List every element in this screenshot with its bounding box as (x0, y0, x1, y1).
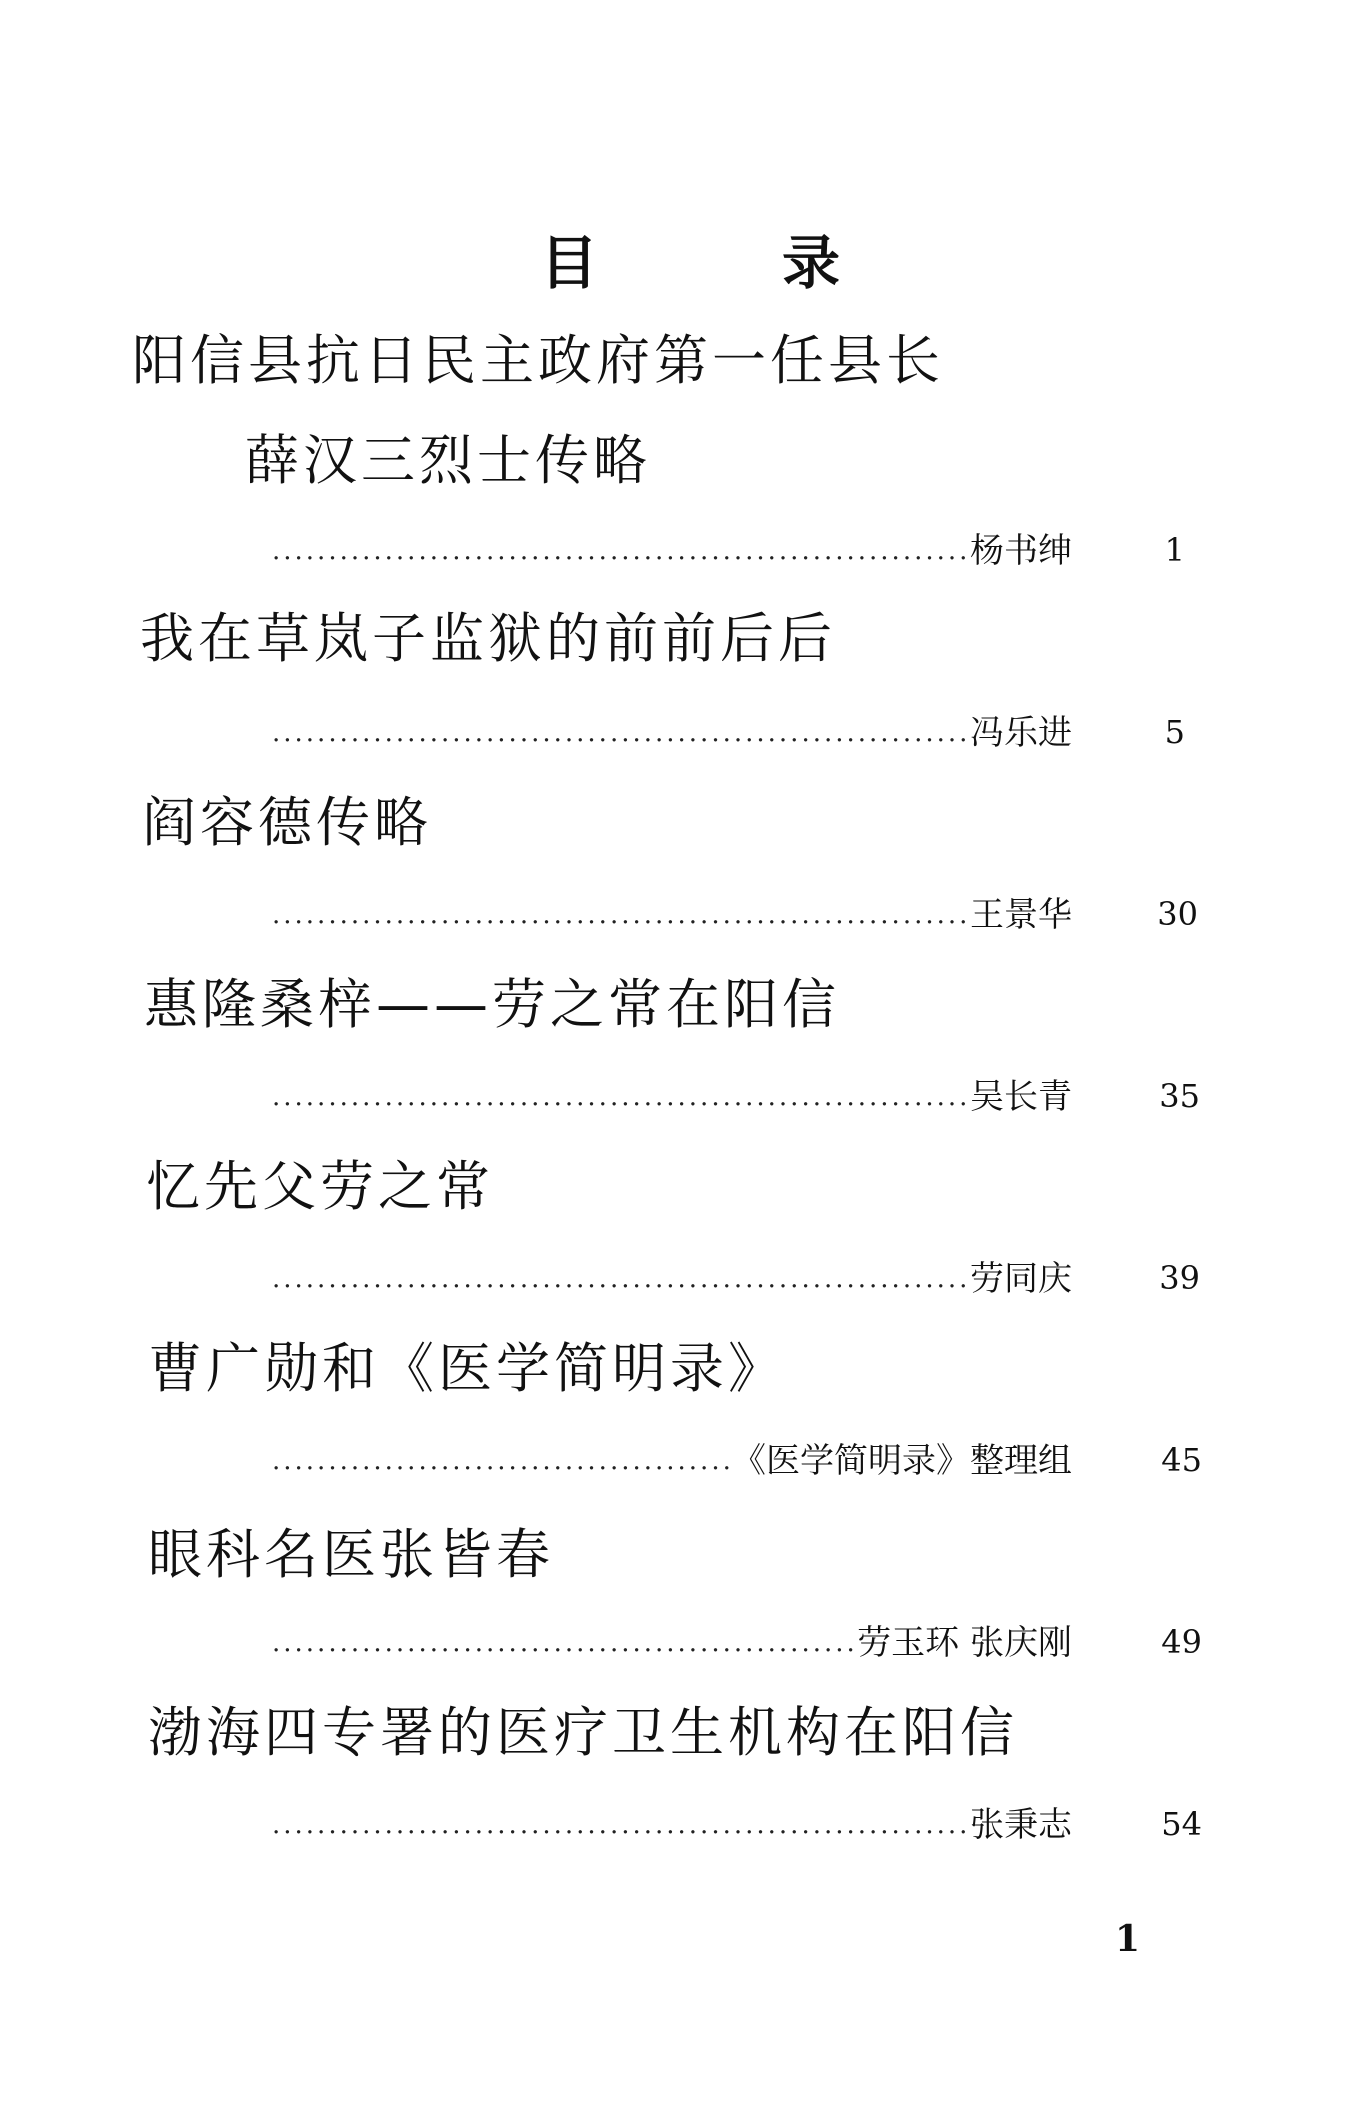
leader-row (272, 706, 1072, 753)
entry-page-number: 45 (1161, 1441, 1202, 1479)
dot-leader (272, 1266, 968, 1296)
entry-page-number: 49 (1161, 1623, 1202, 1661)
entry-page-number: 5 (1164, 713, 1185, 751)
entry-title: 惠隆桑梓——劳之常在阳信 (144, 973, 840, 1036)
entry-title: 渤海四专署的医疗卫生机构在阳信 (148, 1701, 1018, 1764)
entry-title-line-2: 薛汉三烈士传略 (245, 429, 651, 492)
entry-title: 阎容德传略 (142, 791, 432, 854)
dot-leader (272, 1084, 968, 1114)
dot-leader (272, 1812, 968, 1842)
entry-page-number: 39 (1159, 1259, 1200, 1297)
entry-title: 我在草岚子监狱的前前后后 (140, 607, 836, 670)
entry-title: 阳信县抗日民主政府第一任县长 (132, 329, 944, 392)
leader-row (272, 888, 1072, 935)
leader-row (272, 1070, 1072, 1117)
entry-author: 《医学简明录》整理组 (732, 1441, 1072, 1481)
entry-author: 劳玉环 张庆刚 (857, 1623, 1072, 1663)
dot-leader (272, 1630, 855, 1660)
dot-leader (272, 902, 968, 932)
entry-page-number: 30 (1157, 895, 1198, 933)
entry-page-number: 1 (1164, 531, 1185, 569)
leader-row (272, 1252, 1072, 1299)
entry-title: 眼科名医张皆春 (148, 1523, 554, 1586)
entry-author: 张秉志 (970, 1805, 1072, 1845)
page-title (540, 218, 840, 298)
leader-row (272, 1434, 1072, 1481)
entry-author: 杨书绅 (970, 531, 1072, 571)
title-char: 录 (781, 229, 840, 297)
dot-leader (272, 1448, 730, 1478)
entry-page-number: 54 (1161, 1805, 1202, 1843)
leader-row (272, 1616, 1072, 1663)
dot-leader (272, 720, 968, 750)
entry-author: 吴长青 (970, 1077, 1072, 1117)
entry-page-number: 35 (1159, 1077, 1200, 1115)
entry-author: 劳同庆 (970, 1259, 1072, 1299)
leader-row (272, 524, 1072, 571)
entry-author: 冯乐进 (970, 713, 1072, 753)
entry-title: 曹广勋和《医学简明录》 (148, 1337, 786, 1400)
leader-row (272, 1798, 1072, 1845)
title-char: 目 (540, 229, 599, 297)
entry-title: 忆先父劳之常 (146, 1155, 494, 1218)
entry-author: 王景华 (970, 895, 1072, 935)
footer-page-number: 1 (1115, 1918, 1141, 1960)
dot-leader (272, 538, 968, 568)
